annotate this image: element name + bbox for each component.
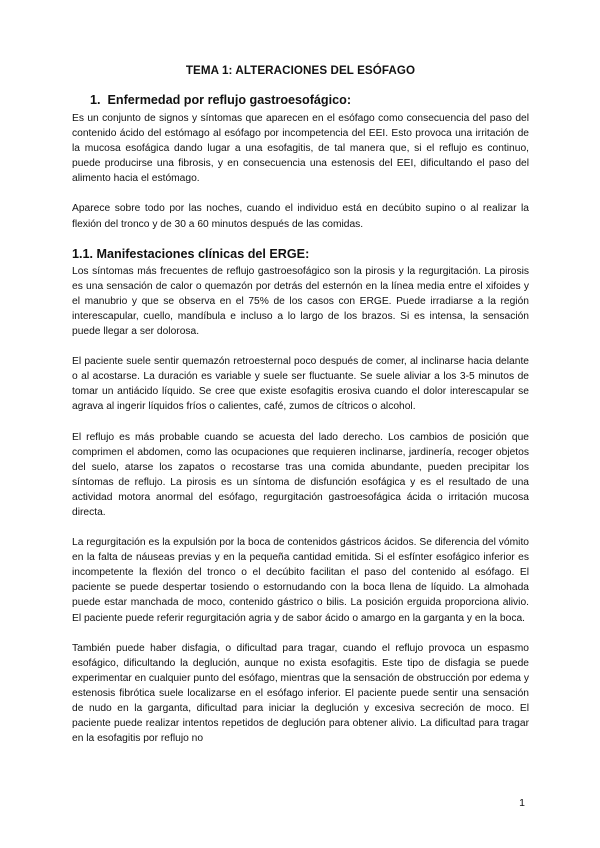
document-title: TEMA 1: ALTERACIONES DEL ESÓFAGO: [185, 64, 416, 77]
paragraph: Aparece sobre todo por las noches, cuando el individuo está en decúbito supino o al realizar la flexión del tronco y de 30 a 60 minutos después de las comidas.: [72, 203, 529, 230]
section-number: 1.: [90, 93, 101, 107]
section-heading-1: [72, 93, 529, 108]
paragraph: El reflujo es más probable cuando se acuesta del lado derecho. Los cambios de posición que comprimen el abdomen, como las ocupaciones que requieren inclinarse, jardinería, recoger objetos del suelo, atarse los zapatos o recostarse tras una comida abundante, pueden precipitar los síntomas de reflujo. La pirosis es un síntoma de disfunción esofágica y es el resultado de una actividad motora anormal del esófago, regurgitación gastroesofágica ácida o irritación mucosa directa.: [72, 431, 529, 518]
paragraph: Los síntomas más frecuentes de reflujo gastroesofágico son la pirosis y la regurgitación. La pirosis es una sensación de calor o quemazón por detrás del esternón en la línea media entre el xifoides y el manubrio y que se observa en el 75% de los casos con ERGE. Puede irradiarse a la región interescapular, cuello, mandíbula e incluso a lo largo de los brazos. Si es intensa, la sensación puede llegar a ser dolorosa.: [72, 265, 529, 338]
paragraph: El paciente suele sentir quemazón retroesternal poco después de comer, al inclinarse hacia delante o al acostarse. La duración es variable y suele ser fluctuante. Se suele aliviar a los 3-5 minutos de tomar un antiácido líquido. Se cree que existe esofagitis erosiva cuando el dolor interescapular se agrava al ingerir líquidos fríos o calientes, café, zumos de cítricos o alcohol.: [72, 356, 529, 413]
page-number: 1: [519, 797, 525, 809]
section-heading-text: Enfermedad por reflujo gastroesofágico:: [107, 93, 352, 107]
paragraph: La regurgitación es la expulsión por la boca de contenidos gástricos ácidos. Se diferencia del vómito en la falta de náuseas previas y en la pequeña cantidad emitida. Si el esfínter esofágico inferior es incompetente la flexión del tronco o el decúbito facilitan el paso del contenido al esófago. El paciente se puede despertar tosiendo o estornudando con la boca llena de líquido. La almohada puede estar manchada de moco, contenido gástrico o bilis. La posición erguida proporciona alivio. El paciente puede referir regurgitación agria y de sabor ácido o amargo en la garganta y en la boca.: [72, 537, 529, 624]
paragraph: Es un conjunto de signos y síntomas que aparecen en el esófago como consecuencia del paso del contenido ácido del estómago al esófago por incompetencia del EEI. Esto provoca una irritación de la mucosa esofágica dando lugar a una esofagitis, de tal manera que, si el reflujo es continuo, puede producirse una fibrosis, y en consecuencia una estenosis del EEI, dificultando el paso del alimento hacia el estómago.: [72, 113, 529, 185]
paragraph: También puede haber disfagia, o dificultad para tragar, cuando el reflujo provoca un espasmo esofágico, dificultando la deglución, aunque no exista esofagitis. Este tipo de disfagia se puede experimentar en cualquier punto del esófago, mientras que la sensación de obstrucción por edema y estenosis fibrótica suele localizarse en el esófago inferior. El paciente puede sentir una sensación de nudo en la garganta, dificultad para iniciar la deglución y excesiva secreción de moco. El paciente puede realizar intentos repetidos de deglución para obtener alivio. La dificultad para tragar en la esofagitis por reflujo no: [72, 642, 529, 745]
document-page: [72, 64, 529, 761]
subsection-heading-1-1: 1.1. Manifestaciones clínicas del ERGE:: [72, 246, 310, 261]
